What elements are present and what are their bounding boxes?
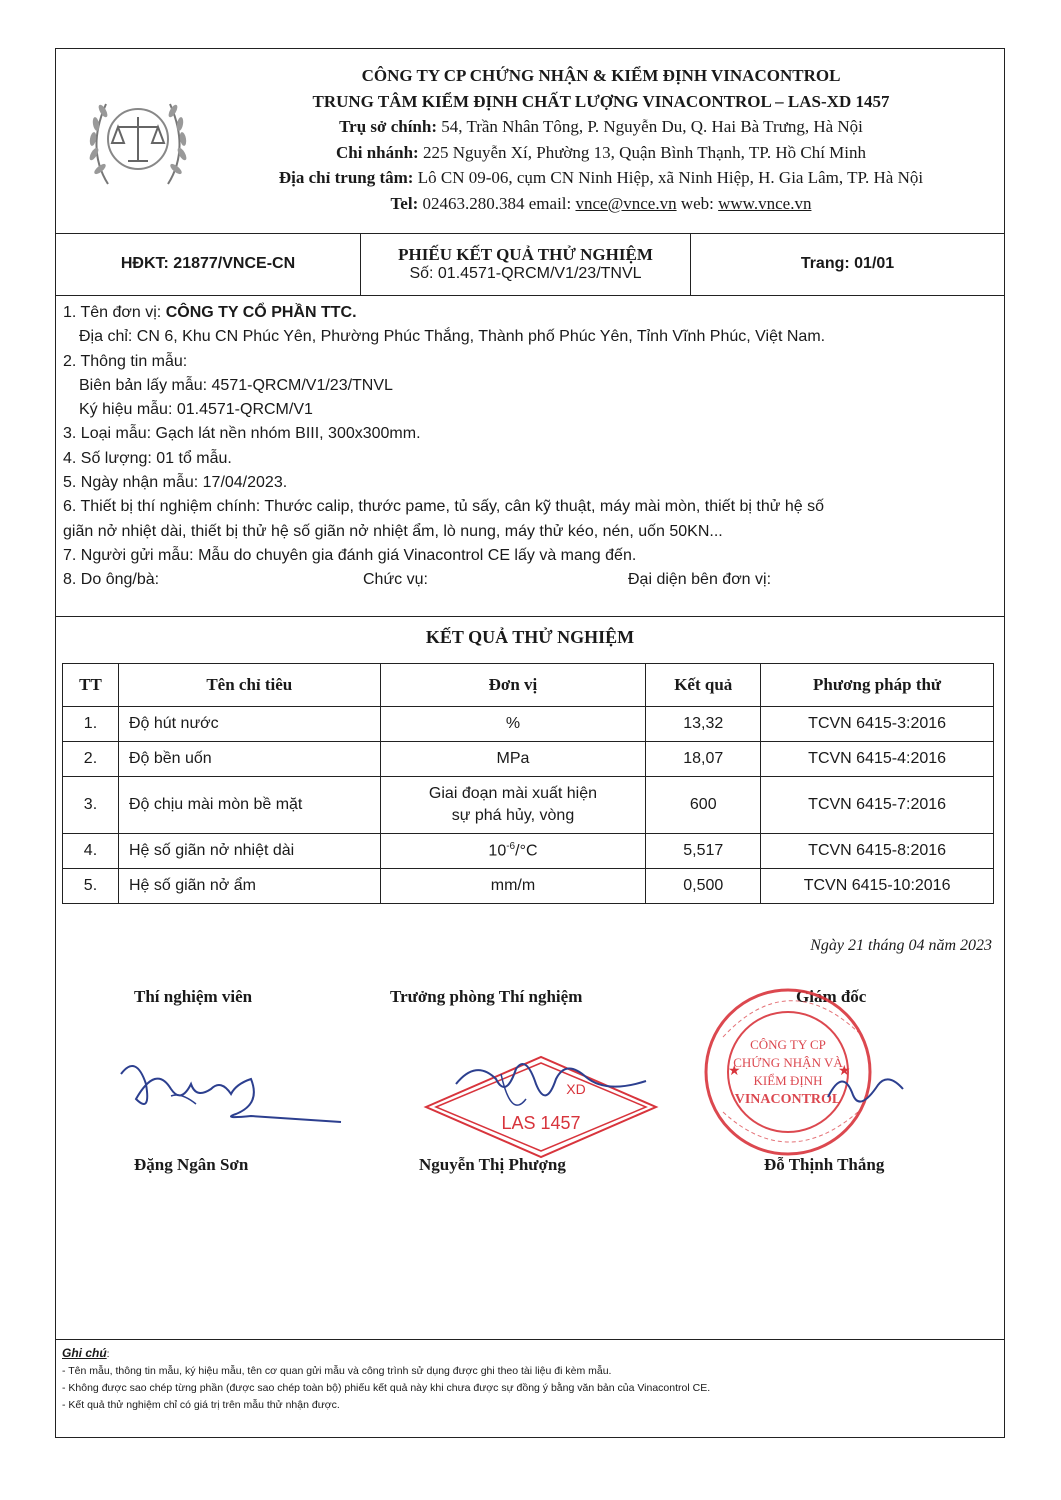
- col-header-no: TT: [63, 664, 119, 707]
- web-link[interactable]: www.vnce.vn: [718, 193, 812, 213]
- col-header-result: Kết quả: [646, 664, 761, 707]
- row-result: 18,07: [646, 742, 761, 777]
- row-name: Hệ số giãn nở ẩm: [118, 869, 380, 904]
- letterhead: [56, 49, 1004, 234]
- results-table: [62, 663, 994, 904]
- equipment-line-2: giãn nở nhiệt dài, thiết bị thử hệ số giãn nở nhiệt ẩm, lò nung, máy thử kéo, nén, uốn 50KN...: [63, 522, 723, 540]
- section-divider: [56, 616, 1004, 617]
- row-unit: Giai đoạn mài xuất hiện sự phá hủy, vòng: [380, 777, 646, 834]
- director-name: Đỗ Thịnh Thắng: [764, 1155, 885, 1174]
- results-title: KẾT QUẢ THỬ NGHIỆM: [425, 627, 635, 647]
- row-name: Độ chịu mài mòn bề mặt: [118, 777, 380, 834]
- center-name: TRUNG TÂM KIỂM ĐỊNH CHẤT LƯỢNG VINACONTROL – LAS-XD 1457: [312, 91, 890, 111]
- received-date: 5. Ngày nhận mẫu: 17/04/2023.: [63, 474, 288, 492]
- note-item: - Tên mẫu, thông tin mẫu, ký hiệu mẫu, tên cơ quan gửi mẫu và công trình sử dụng được ghi theo tài liệu đi kèm mẫu.: [62, 1365, 612, 1377]
- row-method: TCVN 6415-3:2016: [761, 707, 994, 742]
- svg-text:★: ★: [728, 1063, 741, 1079]
- sample-code: Ký hiệu mẫu: 01.4571-QRCM/V1: [79, 401, 313, 419]
- svg-text:LAS 1457: LAS 1457: [501, 1113, 581, 1133]
- row-unit: MPa: [380, 742, 646, 777]
- by-label: 8. Do ông/bà:: [63, 571, 160, 589]
- contract-number: HĐKT: 21877/VNCE-CN: [56, 233, 361, 295]
- row-no: 3.: [63, 777, 119, 834]
- page-number: Trang: 01/01: [800, 255, 895, 272]
- head-office-line: Trụ sở chính: 54, Trần Nhân Tông, P. Nguyễn Du, Q. Hai Bà Trưng, Hà Nội: [339, 117, 863, 136]
- tester-signature: [111, 1044, 351, 1144]
- note-item: - Không được sao chép từng phần (được sao chép toàn bộ) phiếu kết quả này khi chưa được sự đồng ý bằng văn bản của Vinacontrol CE.: [62, 1382, 711, 1394]
- note-item: - Kết quả thử nghiệm chỉ có giá trị trên mẫu thử nhận được.: [62, 1399, 340, 1411]
- notes-section: [62, 1345, 710, 1414]
- director-title: Giám đốc: [796, 987, 867, 1006]
- report-heading: [361, 233, 691, 295]
- sampling-record: Biên bản lấy mẫu: 4571-QRCM/V1/23/TNVL: [79, 376, 393, 394]
- lab-head-title: Trưởng phòng Thí nghiệm: [390, 987, 583, 1006]
- col-header-name: Tên chỉ tiêu: [118, 664, 380, 707]
- row-method: TCVN 6415-7:2016: [761, 777, 994, 834]
- report-title: PHIẾU KẾT QUẢ THỬ NGHIỆM: [398, 245, 653, 264]
- table-row: [63, 834, 994, 869]
- tester-title: Thí nghiệm viên: [134, 987, 253, 1006]
- row-name: Độ hút nước: [118, 707, 380, 742]
- email-link[interactable]: vnce@vnce.vn: [575, 193, 677, 213]
- row-no: 4.: [63, 834, 119, 869]
- table-row: [63, 777, 994, 834]
- col-header-unit: Đơn vị: [380, 664, 646, 707]
- table-header-row: [63, 664, 994, 707]
- document-frame: [55, 48, 1005, 1438]
- center-address-line: Địa chỉ trung tâm: Lô CN 09-06, cụm CN Ninh Hiệp, xã Ninh Hiệp, H. Gia Lâm, TP. Hà Nội: [278, 168, 924, 187]
- table-row: [63, 742, 994, 777]
- equipment-line-1: 6. Thiết bị thí nghiệm chính: Thước calip, thước pame, tủ sấy, cân kỹ thuật, máy mài mòn, thiết bị thử hệ số: [63, 498, 825, 516]
- row-unit: %: [380, 707, 646, 742]
- table-row: [63, 869, 994, 904]
- tester-name: Đặng Ngân Sơn: [134, 1155, 249, 1174]
- svg-text:★: ★: [838, 1063, 851, 1079]
- report-id-row: [56, 233, 1004, 296]
- row-result: 13,32: [646, 707, 761, 742]
- branch-line: Chi nhánh: 225 Nguyễn Xí, Phường 13, Quận Bình Thạnh, TP. Hồ Chí Minh: [336, 142, 866, 162]
- notes-divider: [56, 1339, 1004, 1340]
- scales-laurel-logo-icon: [78, 79, 198, 199]
- row-unit: mm/m: [380, 869, 646, 904]
- svg-text:XD: XD: [566, 1081, 586, 1097]
- report-number: Số: 01.4571-QRCM/V1/23/TNVL: [409, 265, 642, 282]
- unit-address: Địa chỉ: CN 6, Khu CN Phúc Yên, Phường Phúc Thắng, Thành phố Phúc Yên, Tỉnh Vĩnh Phúc, Việt Nam.: [79, 328, 826, 346]
- letterhead-text: [206, 63, 996, 216]
- sample-info-heading: 2. Thông tin mẫu:: [63, 352, 188, 370]
- row-no: 1.: [63, 707, 119, 742]
- las-stamp: [416, 1039, 666, 1159]
- sample-info: [63, 301, 998, 592]
- sender: 7. Người gửi mẫu: Mẫu do chuyên gia đánh giá Vinacontrol CE lấy và mang đến.: [63, 546, 637, 564]
- row-result: 600: [646, 777, 761, 834]
- svg-text:VINACONTROL: VINACONTROL: [734, 1092, 842, 1107]
- svg-text:CÔNG TY CP: CÔNG TY CP: [750, 1037, 826, 1052]
- row-no: 5.: [63, 869, 119, 904]
- unit-name-line: 1. Tên đơn vị: CÔNG TY CỔ PHẦN TTC.: [63, 304, 357, 321]
- svg-text:KIỂM ĐỊNH: KIỂM ĐỊNH: [753, 1073, 823, 1088]
- row-name: Độ bền uốn: [118, 742, 380, 777]
- row-no: 2.: [63, 742, 119, 777]
- row-result: 5,517: [646, 834, 761, 869]
- row-unit: $10^{-6}/^\circ C$: [380, 834, 646, 869]
- contact-line: Tel: 02463.280.384 email: vnce@vnce.vn web: www.vnce.vn: [390, 193, 812, 213]
- row-result: 0,500: [646, 869, 761, 904]
- company-seal: [688, 977, 918, 1157]
- table-row: [63, 707, 994, 742]
- notes-title-line: Ghi chú:: [62, 1346, 110, 1360]
- position-label: Chức vụ:: [363, 571, 428, 589]
- row-name: Hệ số giãn nở nhiệt dài: [118, 834, 380, 869]
- row-method: TCVN 6415-8:2016: [761, 834, 994, 869]
- sample-type: 3. Loại mẫu: Gạch lát nền nhóm BIII, 300x300mm.: [63, 425, 421, 443]
- company-name: CÔNG TY CP CHỨNG NHẬN & KIỂM ĐỊNH VINACONTROL: [361, 66, 841, 85]
- sign-fields: [63, 568, 998, 592]
- sample-quantity: 4. Số lượng: 01 tổ mẫu.: [63, 449, 232, 467]
- svg-text:CHỨNG NHẬN VÀ: CHỨNG NHẬN VÀ: [733, 1055, 843, 1070]
- row-method: TCVN 6415-10:2016: [761, 869, 994, 904]
- lab-head-name: Nguyễn Thị Phượng: [419, 1155, 566, 1174]
- row-method: TCVN 6415-4:2016: [761, 742, 994, 777]
- representative-label: Đại diện bên đơn vị:: [628, 571, 772, 589]
- col-header-method: Phương pháp thử: [761, 664, 994, 707]
- issue-date: Ngày 21 tháng 04 năm 2023: [810, 937, 992, 954]
